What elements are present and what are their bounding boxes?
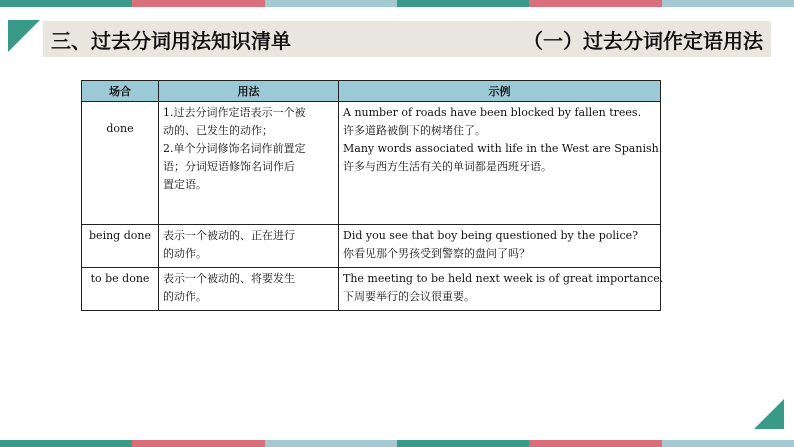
example-cell xyxy=(339,102,661,225)
stripe-segment xyxy=(0,440,132,447)
example-cell xyxy=(339,268,664,311)
stripe-segment xyxy=(529,440,661,447)
example-line: Many words associated with life in the West are Spanish. xyxy=(343,142,663,155)
column-header-usage: 用法 xyxy=(159,81,339,102)
table-row xyxy=(82,225,661,268)
section-title: 三、过去分词用法知识清单 xyxy=(51,28,291,53)
usage-line: 的动作。 xyxy=(163,290,207,303)
title-bar xyxy=(43,21,771,57)
stripe-segment xyxy=(132,440,264,447)
usage-cell xyxy=(159,225,339,268)
stripe-segment xyxy=(132,0,264,7)
usage-line: 2.单个分词修饰名词作前置定 xyxy=(163,142,306,155)
scene-cell: to be done xyxy=(82,268,159,311)
stripe-segment xyxy=(265,440,397,447)
stripe-segment xyxy=(397,440,529,447)
example-line: 下周要举行的会议很重要。 xyxy=(343,290,475,303)
usage-line: 动的、已发生的动作； xyxy=(163,124,273,137)
example-line: A number of roads have been blocked by fallen trees. xyxy=(343,106,642,119)
stripe-segment xyxy=(265,0,397,7)
scene-cell: done xyxy=(82,102,159,225)
top-decorative-stripe xyxy=(0,0,794,7)
usage-table xyxy=(81,80,664,311)
stripe-segment xyxy=(529,0,661,7)
example-line: The meeting to be held next week is of great importance. xyxy=(343,272,664,285)
table-header-row xyxy=(82,81,661,102)
usage-line: 的动作。 xyxy=(163,247,207,260)
usage-line: 1.过去分词作定语表示一个被 xyxy=(163,106,306,119)
subsection-title: （一）过去分词作定语用法 xyxy=(523,28,763,53)
usage-cell xyxy=(159,102,339,225)
stripe-segment xyxy=(662,0,794,7)
scene-cell: being done xyxy=(82,225,159,268)
usage-cell xyxy=(159,268,339,311)
stripe-segment xyxy=(0,0,132,7)
stripe-segment xyxy=(397,0,529,7)
stripe-segment xyxy=(662,440,794,447)
bottom-decorative-stripe xyxy=(0,440,794,447)
table-row xyxy=(82,268,661,311)
usage-line: 语；分词短语修饰名词作后 xyxy=(163,160,295,173)
usage-line: 表示一个被动的、正在进行 xyxy=(163,229,295,242)
example-line: 你看见那个男孩受到警察的盘问了吗？ xyxy=(343,247,530,260)
example-line: 许多与西方生活有关的单词都是西班牙语。 xyxy=(343,160,552,173)
corner-triangle-bottom-right xyxy=(754,399,784,429)
example-cell xyxy=(339,225,661,268)
corner-triangle-top-left xyxy=(8,20,40,52)
column-header-example: 示例 xyxy=(339,81,661,102)
column-header-scene: 场合 xyxy=(82,81,159,102)
example-line: 许多道路被倒下的树堵住了。 xyxy=(343,124,486,137)
example-line: Did you see that boy being questioned by the police? xyxy=(343,229,639,242)
table-row xyxy=(82,102,661,225)
usage-line: 表示一个被动的、将要发生 xyxy=(163,272,295,285)
usage-line: 置定语。 xyxy=(163,178,207,191)
